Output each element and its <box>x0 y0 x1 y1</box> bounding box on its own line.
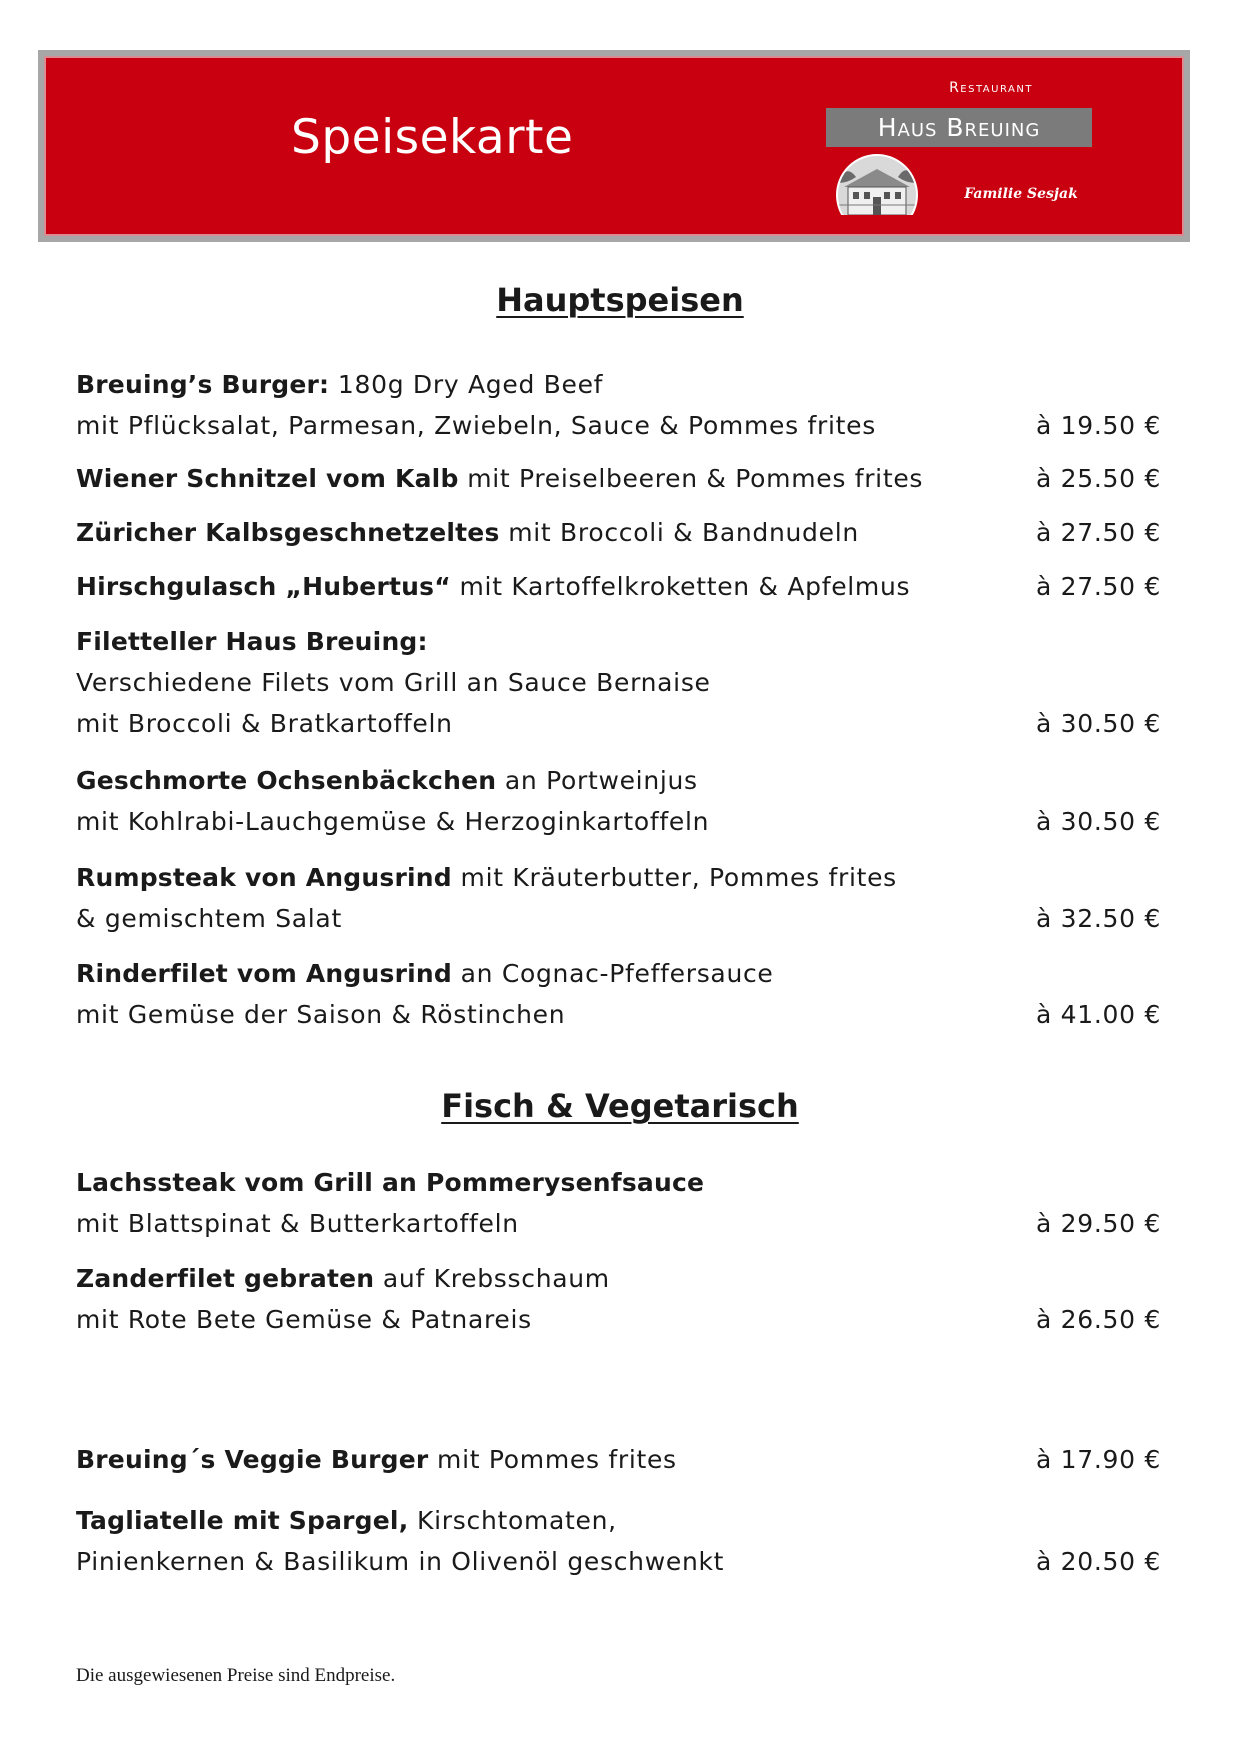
dish-description: an Portweinjus <box>496 766 698 795</box>
dish-description: mit Blattspinat & Butterkartoffeln <box>76 1209 519 1238</box>
restaurant-name: Haus Breuing <box>826 108 1092 147</box>
dish-description: an Cognac-Pfeffersauce <box>451 959 774 988</box>
menu-item-line <box>76 898 1166 939</box>
menu-item-line <box>76 857 1166 898</box>
menu-item-line <box>76 760 1166 801</box>
dish-price: à 26.50 € <box>1036 1305 1161 1334</box>
menu-item-line <box>76 1500 1166 1541</box>
dish-name: Rinderfilet vom Angusrind <box>76 959 452 988</box>
dish-price: à 19.50 € <box>1036 411 1161 440</box>
dish-description: mit Kräuterbutter, Pommes frites <box>451 863 897 892</box>
menu-item <box>76 364 1166 446</box>
menu-item-line <box>76 1162 1166 1203</box>
menu-item-line <box>76 1258 1166 1299</box>
section-title-hauptspeisen: Hauptspeisen <box>496 281 744 319</box>
menu-item-line <box>76 1439 1166 1480</box>
dish-description: Verschiedene Filets vom Grill an Sauce Bernaise <box>76 668 711 697</box>
building-emblem-icon <box>834 153 920 215</box>
menu-item-line <box>76 566 1166 607</box>
dish-name: Zanderfilet gebraten <box>76 1264 375 1293</box>
dish-name: Filetteller Haus Breuing: <box>76 627 428 656</box>
dish-description: mit Gemüse der Saison & Röstinchen <box>76 1000 566 1029</box>
menu-item <box>76 1258 1166 1340</box>
menu-item-line <box>76 458 1166 499</box>
dish-name: Züricher Kalbsgeschnetzeltes <box>76 518 500 547</box>
page-title: Speisekarte <box>291 110 574 165</box>
dish-price: à 30.50 € <box>1036 709 1161 738</box>
menu-item <box>76 760 1166 842</box>
menu-item-line <box>76 1541 1166 1582</box>
menu-item-line <box>76 994 1166 1035</box>
menu-item <box>76 857 1166 939</box>
dish-price: à 27.50 € <box>1036 572 1161 601</box>
menu-item-line <box>76 364 1166 405</box>
menu-item-line <box>76 703 1166 744</box>
menu-item-line <box>76 1203 1166 1244</box>
menu-item <box>76 566 1166 607</box>
dish-description: auf Krebsschaum <box>374 1264 610 1293</box>
dish-price: à 32.50 € <box>1036 904 1161 933</box>
dish-name: Lachssteak vom Grill an Pommerysenfsauce <box>76 1168 705 1197</box>
dish-description: Kirschtomaten, <box>408 1506 617 1535</box>
dish-name: Geschmorte Ochsenbäckchen <box>76 766 497 795</box>
dish-description: & gemischtem Salat <box>76 904 342 933</box>
menu-item <box>76 621 1166 744</box>
header-banner <box>38 50 1190 242</box>
dish-description: mit Pflücksalat, Parmesan, Zwiebeln, Sauce & Pommes frites <box>76 411 876 440</box>
dish-description: mit Rote Bete Gemüse & Patnareis <box>76 1305 532 1334</box>
dish-price: à 17.90 € <box>1036 1445 1161 1474</box>
dish-description: 180g Dry Aged Beef <box>329 370 604 399</box>
dish-description: Pinienkernen & Basilikum in Olivenöl geschwenkt <box>76 1547 725 1576</box>
dish-price: à 20.50 € <box>1036 1547 1161 1576</box>
dish-name: Rumpsteak von Angusrind <box>76 863 452 892</box>
dish-description: mit Pommes frites <box>428 1445 677 1474</box>
dish-name: Breuing´s Veggie Burger <box>76 1445 429 1474</box>
section-title-fisch: Fisch & Vegetarisch <box>441 1087 799 1125</box>
dish-price: à 27.50 € <box>1036 518 1161 547</box>
menu-item <box>76 1439 1166 1480</box>
dish-description: mit Broccoli & Bandnudeln <box>499 518 859 547</box>
dish-name: Wiener Schnitzel vom Kalb <box>76 464 459 493</box>
menu-item <box>76 512 1166 553</box>
menu-item-line <box>76 1299 1166 1340</box>
menu-item-line <box>76 662 1166 703</box>
dish-price: à 29.50 € <box>1036 1209 1161 1238</box>
dish-description: mit Broccoli & Bratkartoffeln <box>76 709 453 738</box>
dish-description: mit Kartoffelkroketten & Apfelmus <box>450 572 911 601</box>
menu-item-line <box>76 621 1166 662</box>
restaurant-label: Restaurant <box>949 80 1033 96</box>
dish-price: à 41.00 € <box>1036 1000 1161 1029</box>
dish-description: mit Preiselbeeren & Pommes frites <box>458 464 924 493</box>
dish-name: Tagliatelle mit Spargel, <box>76 1506 409 1535</box>
menu-item-line <box>76 801 1166 842</box>
header-red-panel <box>44 56 1184 236</box>
family-signature: Familie Sesjak <box>964 186 1078 202</box>
dish-name: Breuing’s Burger: <box>76 370 330 399</box>
menu-item-line <box>76 512 1166 553</box>
menu-item <box>76 1500 1166 1582</box>
dish-price: à 30.50 € <box>1036 807 1161 836</box>
menu-item <box>76 458 1166 499</box>
menu-item <box>76 953 1166 1035</box>
dish-description: mit Kohlrabi-Lauchgemüse & Herzoginkartoffeln <box>76 807 710 836</box>
menu-item <box>76 1162 1166 1244</box>
dish-name: Hirschgulasch „Hubertus“ <box>76 572 451 601</box>
menu-item-line <box>76 405 1166 446</box>
dish-price: à 25.50 € <box>1036 464 1161 493</box>
price-note: Die ausgewiesenen Preise sind Endpreise. <box>76 1665 396 1686</box>
menu-item-line <box>76 953 1166 994</box>
